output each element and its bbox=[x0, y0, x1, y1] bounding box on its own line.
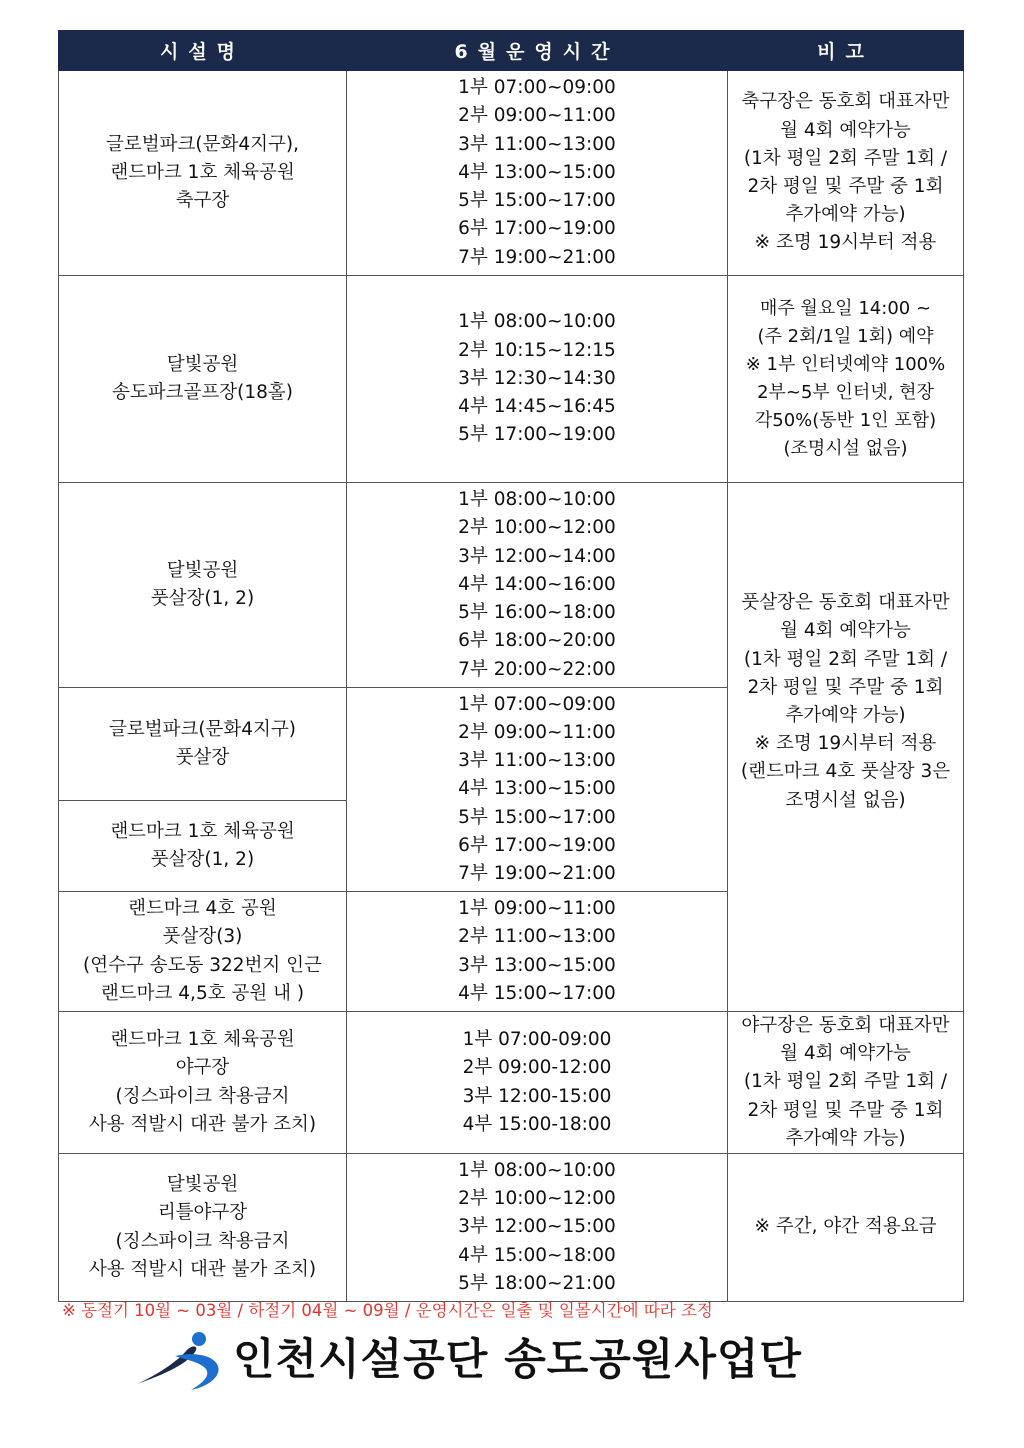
facility-name: 달빛공원 풋살장(1, 2) bbox=[59, 483, 347, 688]
operating-hours: 1부 07:00~09:00 2부 09:00~11:00 3부 11:00~13:00 4부 13:00~15:00 5부 15:00~17:00 6부 17:00~19:00 7부 19:00~21:00 bbox=[347, 688, 728, 892]
note-cell: 야구장은 동호회 대표자만 월 4회 예약가능 (1차 평일 2회 주말 1회 / 2차 평일 및 주말 중 1회 추가예약 가능) bbox=[728, 1012, 964, 1154]
organization-logo bbox=[135, 1330, 915, 1390]
operating-hours: 1부 07:00~09:00 2부 09:00~11:00 3부 11:00~13:00 4부 13:00~15:00 5부 15:00~17:00 6부 17:00~19:00 7부 19:00~21:00 bbox=[347, 71, 728, 276]
operating-hours: 1부 08:00~10:00 2부 10:00~12:00 3부 12:00~15:00 4부 15:00~18:00 5부 18:00~21:00 bbox=[347, 1154, 728, 1302]
table-row bbox=[59, 71, 964, 276]
runner-logo-icon bbox=[135, 1330, 235, 1392]
operating-hours: 1부 08:00~10:00 2부 10:00~12:00 3부 12:00~14:00 4부 14:00~16:00 5부 16:00~18:00 6부 18:00~20:00 7부 20:00~22:00 bbox=[347, 483, 728, 688]
table-row bbox=[59, 276, 964, 483]
table-row bbox=[59, 1154, 964, 1302]
schedule-table bbox=[58, 30, 964, 1302]
table-row bbox=[59, 1012, 964, 1154]
facility-name: 글로벌파크(문화4지구), 랜드마크 1호 체육공원 축구장 bbox=[59, 71, 347, 276]
organization-name: 인천시설공단 송도공원사업단 bbox=[233, 1335, 802, 1385]
operating-hours: 1부 07:00-09:00 2부 09:00-12:00 3부 12:00-15:00 4부 15:00-18:00 bbox=[347, 1012, 728, 1154]
operating-hours: 1부 09:00~11:00 2부 11:00~13:00 3부 13:00~15:00 4부 15:00~17:00 bbox=[347, 892, 728, 1012]
operating-hours: 1부 08:00~10:00 2부 10:15~12:15 3부 12:30~14:30 4부 14:45~16:45 5부 17:00~19:00 bbox=[347, 276, 728, 483]
header-notes: 비고 bbox=[728, 31, 964, 71]
table-row bbox=[59, 483, 964, 688]
facility-name: 랜드마크 1호 체육공원 풋살장(1, 2) bbox=[59, 801, 347, 892]
facility-name: 달빛공원 리틀야구장 (징스파이크 착용금지 사용 적발시 대관 불가 조치) bbox=[59, 1154, 347, 1302]
facility-name: 랜드마크 1호 체육공원 야구장 (징스파이크 착용금지 사용 적발시 대관 불가 조치) bbox=[59, 1012, 347, 1154]
note-cell: 축구장은 동호회 대표자만 월 4회 예약가능 (1차 평일 2회 주말 1회 / 2차 평일 및 주말 중 1회 추가예약 가능) ※ 조명 19시부터 적용 bbox=[728, 71, 964, 276]
facility-name: 글로벌파크(문화4지구) 풋살장 bbox=[59, 688, 347, 801]
header-hours: 6월운영시간 bbox=[347, 31, 728, 71]
futsal-note-cell: 풋살장은 동호회 대표자만 월 4회 예약가능 (1차 평일 2회 주말 1회 / 2차 평일 및 주말 중 1회 추가예약 가능) ※ 조명 19시부터 적용 (랜드마크 4호 풋살장 3은 조명시설 없음) bbox=[728, 483, 964, 1012]
facility-name: 랜드마크 4호 공원 풋살장(3) (연수구 송도동 322번지 인근 랜드마크 4,5호 공원 내 ) bbox=[59, 892, 347, 1012]
table-header-row bbox=[59, 31, 964, 71]
note-cell: 매주 월요일 14:00 ~ (주 2회/1일 1회) 예약 ※ 1부 인터넷예약 100% 2부~5부 인터넷, 현장 각50%(동반 1인 포함) (조명시설 없음) bbox=[728, 276, 964, 483]
note-cell: ※ 주간, 야간 적용요금 bbox=[728, 1154, 964, 1302]
facility-name: 달빛공원 송도파크골프장(18홀) bbox=[59, 276, 347, 483]
season-footnote: ※ 동절기 10월 ~ 03월 / 하절기 04월 ~ 09월 / 운영시간은 일출 및 일몰시간에 따라 조정 bbox=[62, 1301, 713, 1320]
header-facility: 시설명 bbox=[59, 31, 347, 71]
